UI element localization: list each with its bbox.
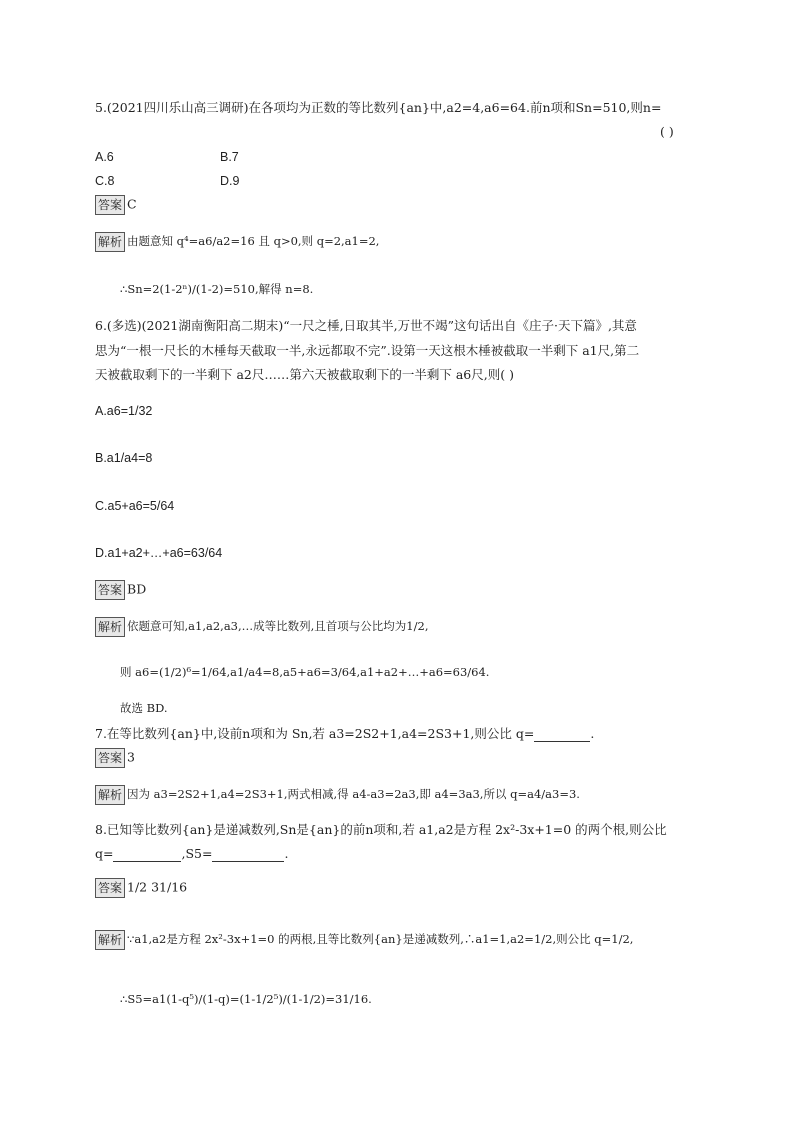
- analysis-label: 解析: [95, 785, 125, 805]
- analysis-label: 解析: [95, 232, 125, 252]
- q6-analysis-row: [95, 617, 428, 637]
- q8-analysis-line1: ∵a1,a2是方程 2x²-3x+1=0 的两根,且等比数列{an}是递减数列,∴a1=1,a2=1/2,则公比 q=1/2,: [127, 932, 634, 946]
- q6-option-a: A.a6=1/32: [95, 404, 153, 418]
- q7-blank[interactable]: [534, 726, 590, 742]
- q8-stem-line1: 8.已知等比数列{an}是递减数列,Sn是{an}的前n项和,若 a1,a2是方程 2x²-3x+1=0 的两个根,则公比: [95, 822, 667, 837]
- q7-analysis-row: [95, 785, 580, 805]
- answer-label: 答案: [95, 580, 125, 600]
- q5-answer-row: [95, 195, 137, 215]
- q6-answer: BD: [127, 581, 147, 597]
- q8-blank-s5[interactable]: [212, 846, 284, 862]
- analysis-label: 解析: [95, 930, 125, 950]
- answer-label: 答案: [95, 195, 125, 215]
- q5-option-a: A.6: [95, 150, 114, 164]
- q6-answer-row: [95, 580, 146, 600]
- q6-analysis-line3: 故选 BD.: [120, 701, 168, 715]
- q5-option-d: D.9: [220, 174, 240, 188]
- q8-answer: 1/2 31/16: [127, 879, 188, 895]
- q6-stem-line1: 6.(多选)(2021湖南衡阳高二期末)“一尺之棰,日取其半,万世不竭”这句话出自《庄子·天下篇》,其意: [95, 318, 637, 333]
- q6-option-d: D.a1+a2+…+a6=63/64: [95, 546, 223, 560]
- q5-analysis-line2: ∴Sn=2(1-2ⁿ)/(1-2)=510,解得 n=8.: [120, 282, 314, 296]
- q8-stem-line2: q= ,S5= .: [95, 846, 289, 861]
- q6-stem-line3: 天被截取剩下的一半剩下 a2尺……第六天被截取剩下的一半剩下 a6尺,则( ): [95, 367, 514, 382]
- q5-option-c: C.8: [95, 174, 115, 188]
- q5-answer-paren: ( ): [660, 124, 674, 139]
- q7-answer-row: [95, 748, 135, 768]
- analysis-label: 解析: [95, 617, 125, 637]
- q7-stem-row: 7.在等比数列{an}中,设前n项和为 Sn,若 a3=2S2+1,a4=2S3+1,则公比 q= .: [95, 726, 595, 741]
- q7-stem: 7.在等比数列{an}中,设前n项和为 Sn,若 a3=2S2+1,a4=2S3+1,则公比 q=: [95, 726, 535, 741]
- q6-option-c: C.a5+a6=5/64: [95, 499, 175, 513]
- q5-option-b: B.7: [220, 150, 239, 164]
- q6-option-b: B.a1/a4=8: [95, 451, 153, 465]
- q6-stem-line2: 思为“一根一尺长的木棰每天截取一半,永远都取不完”.设第一天这根木棰被截取一半剩下 a1尺,第二: [95, 343, 640, 358]
- q8-q-label: q=: [95, 846, 114, 861]
- q5-answer: C: [127, 196, 137, 212]
- answer-label: 答案: [95, 748, 125, 768]
- q7-analysis-line1: 因为 a3=2S2+1,a4=2S3+1,两式相减,得 a4-a3=2a3,即 a4=3a3,所以 q=a4/a3=3.: [127, 787, 580, 801]
- q6-analysis-line2: 则 a6=(1/2)⁶=1/64,a1/a4=8,a5+a6=3/64,a1+a2+…+a6=63/64.: [120, 665, 490, 679]
- q7-answer: 3: [127, 749, 135, 765]
- q8-answer-row: [95, 878, 187, 898]
- q5-analysis-line1: 由题意知 q⁴=a6/a2=16 且 q>0,则 q=2,a1=2,: [127, 234, 380, 248]
- q8-blank-q[interactable]: [113, 846, 181, 862]
- q6-analysis-line1: 依题意可知,a1,a2,a3,…成等比数列,且首项与公比均为1/2,: [127, 619, 429, 633]
- q5-analysis-row: [95, 232, 379, 252]
- answer-label: 答案: [95, 878, 125, 898]
- q8-s5-label: ,S5=: [181, 846, 213, 861]
- q5-stem: 5.(2021四川乐山高三调研)在各项均为正数的等比数列{an}中,a2=4,a6=64.前n项和Sn=510,则n=: [95, 100, 662, 115]
- q8-analysis-line2: ∴S5=a1(1-q⁵)/(1-q)=(1-1/2⁵)/(1-1/2)=31/16.: [120, 992, 372, 1006]
- q8-analysis-row: [95, 930, 633, 950]
